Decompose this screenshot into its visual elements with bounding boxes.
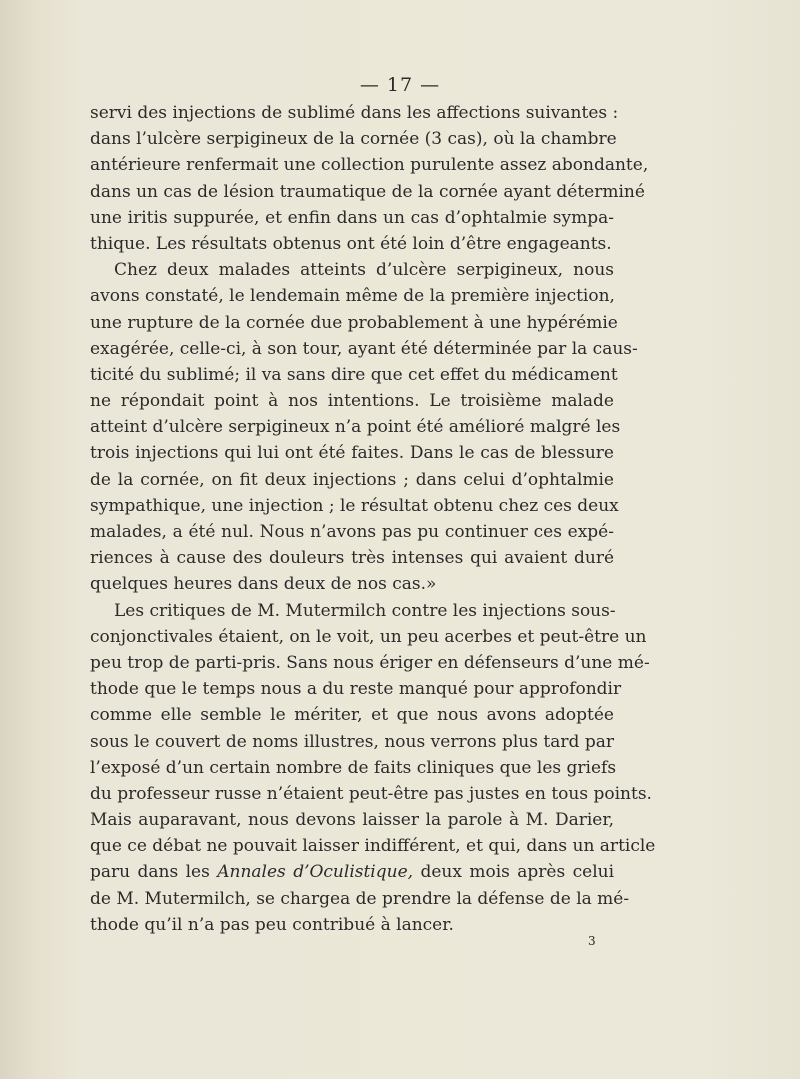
text-line: peu trop de parti-pris. Sans nous ériger en défenseurs d’une mé- (90, 652, 650, 673)
text-line: de M. Mutermilch, se chargea de prendre la défense de la mé- (90, 888, 630, 909)
text-line: de la cornée, on fit deux injections ; dans celui d’ophtalmie (90, 469, 614, 490)
text-line: riences à cause des douleurs très intenses qui avaient duré (90, 548, 614, 569)
text-line: thode que le temps nous a du reste manqué pour approfondir (90, 679, 622, 700)
text-line: malades, a été nul. Nous n’avons pas pu continuer ces expé- (90, 522, 614, 542)
text-line: sous le couvert de noms illustres, nous verrons plus tard par (90, 731, 614, 752)
text-line: thode qu’il n’a pas peu contribué à lancer. (90, 914, 454, 935)
text-line-with-title (90, 859, 614, 885)
text-line: l’exposé d’un certain nombre de faits cliniques que les griefs (90, 757, 617, 778)
text-line: servi des injections de sublimé dans les affections suivantes : (90, 103, 619, 123)
text-line: que ce débat ne pouvait laisser indifférent, et qui, dans un article (90, 836, 656, 857)
text-line: comme elle semble le mériter, et que nous avons adoptée (90, 705, 614, 726)
text-line: atteint d’ulcère serpigineux n’a point été amélioré malgré les (90, 417, 621, 438)
text-line: avons constaté, le lendemain même de la première injection, (90, 286, 615, 307)
text-fragment: deux mois après celui (420, 862, 615, 883)
text-line: conjonctivales étaient, on le voit, un peu acerbes et peut-être un (90, 626, 647, 647)
text-line: exagérée, celle-ci, à son tour, ayant été déterminée par la caus- (90, 338, 638, 359)
text-line: thique. Les résultats obtenus ont été loin d’être engageants. (90, 233, 612, 254)
text-line: trois injections qui lui ont été faites. Dans le cas de blessure (90, 443, 614, 464)
text-line: du professeur russe n’étaient peut-être pas justes en tous points. (90, 783, 652, 804)
text-line: sympathique, une injection ; le résultat obtenu chez ces deux (90, 495, 619, 516)
text-line: quelques heures dans deux de nos cas.» (90, 574, 437, 595)
text-line: ticité du sublimé; il va sans dire que cet effet du médicament (90, 364, 618, 385)
text-line: une rupture de la cornée due probablement à une hypérémie (90, 312, 618, 333)
text-line: une iritis suppurée, et enfin dans un cas d’ophtalmie sympa- (90, 207, 614, 228)
body-text (90, 100, 656, 938)
text-line: dans l’ulcère serpigineux de la cornée (3 cas), où la chambre (90, 129, 617, 150)
page-number: — 17 — (359, 74, 441, 96)
text-line: dans un cas de lésion traumatique de la cornée ayant déterminé (90, 181, 645, 202)
text-line: Mais auparavant, nous devons laisser la parole à M. Darier, (90, 810, 614, 831)
journal-title: Annales d’Oculistique, (217, 862, 414, 883)
paragraph-start-line: Les critiques de M. Mutermilch contre les injections sous- (114, 600, 616, 621)
text-line: ne répondait point à nos intentions. Le troisième malade (90, 391, 614, 412)
paragraph-start-line: Chez deux malades atteints d’ulcère serpigineux, nous (114, 260, 614, 281)
text-line: antérieure renfermait une collection purulente assez abondante, (90, 155, 649, 176)
text-fragment: paru dans les (90, 862, 210, 883)
signature-mark: 3 (588, 934, 596, 948)
